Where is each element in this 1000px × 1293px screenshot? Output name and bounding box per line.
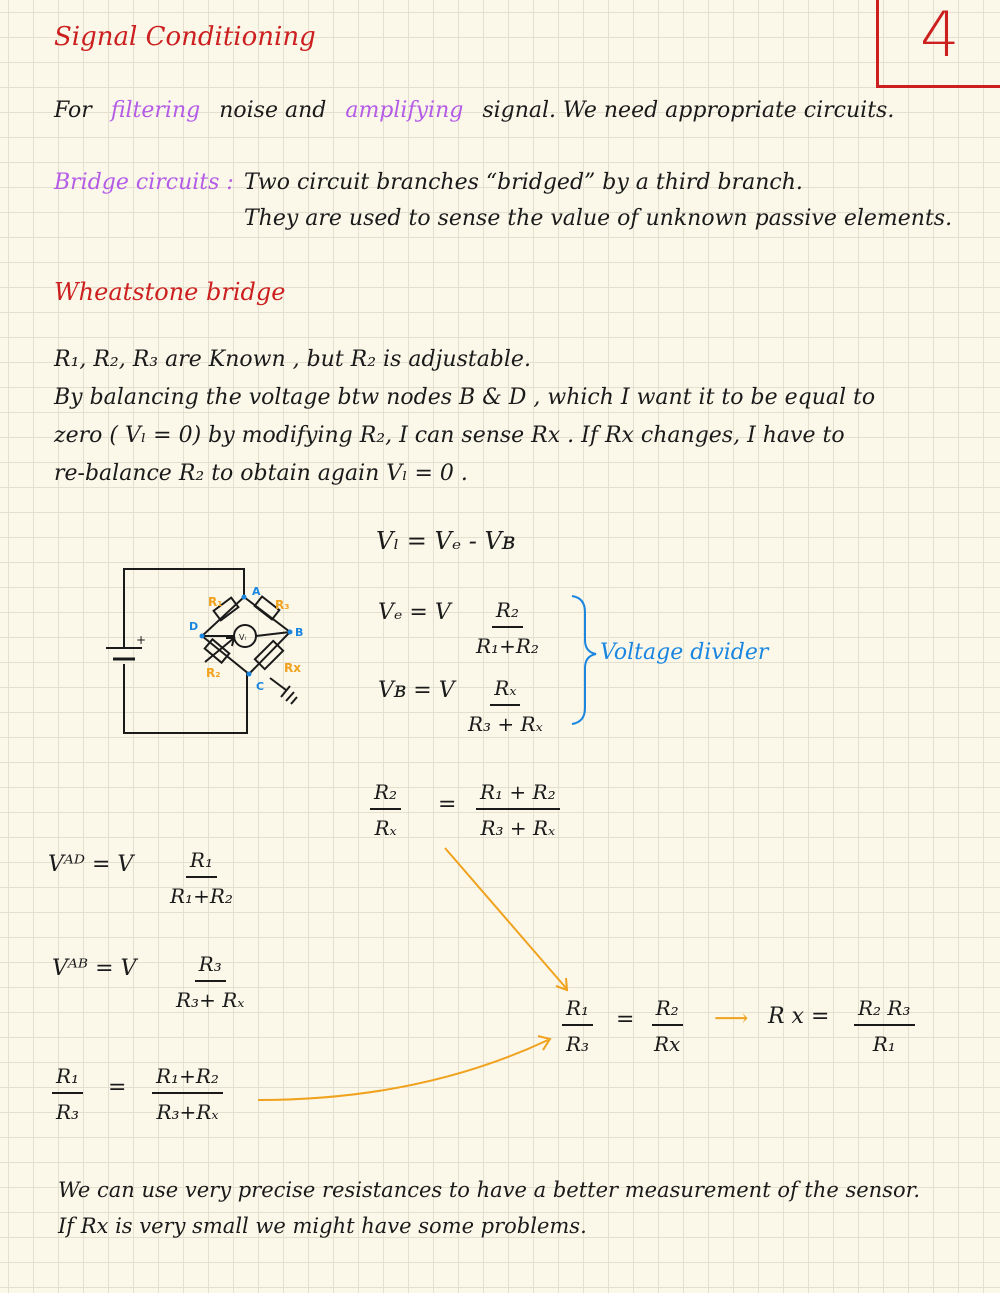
wheatstone-p1: R₁, R₂, R₃ are Known , but R₂ is adjustable.	[54, 347, 531, 372]
eq-vb-denominator: R₃ + Rₓ	[468, 712, 543, 736]
wheatstone-heading: Wheatstone bridge	[54, 278, 286, 306]
page-title: Signal Conditioning	[54, 22, 316, 52]
ground-line-3	[291, 697, 297, 704]
r2-label: R₂	[206, 666, 221, 680]
bridge-line-1: Two circuit branches “bridged” by a third branch.	[244, 170, 803, 195]
intro-amplifying: amplifying	[345, 98, 464, 123]
result-arrow: ⟶	[714, 1004, 749, 1032]
eq-vb-lhs: Vʙ = V	[378, 678, 455, 703]
ratio-left-num: R₂	[370, 780, 401, 810]
ratio-right-num: R₁ + R₂	[476, 780, 560, 810]
eq-vd-numerator: R₂	[492, 598, 523, 628]
node-c-dot	[247, 672, 252, 677]
r13-right-num: R₁+R₂	[152, 1064, 223, 1094]
arrow-ratio-to-result	[445, 848, 566, 988]
result-mid-den: Rx	[654, 1032, 681, 1056]
eq-vab-denominator: R₃+ Rₓ	[176, 988, 245, 1012]
conclusion-line-1: We can use very precise resistances to have a better measurement of the sensor.	[58, 1178, 921, 1202]
intro-text-3: signal. We need appropriate circuits.	[482, 98, 895, 123]
node-d-dot	[200, 634, 205, 639]
node-c-label: C	[256, 680, 265, 693]
eq-vad-fraction	[166, 848, 237, 908]
node-b-dot	[288, 630, 293, 635]
eq-vab-numerator: R₃	[195, 952, 226, 982]
wheatstone-p4: re-balance R₂ to obtain again Vₗ = 0 .	[54, 461, 468, 486]
conclusion-line-2: If Rx is very small we might have some problems.	[58, 1214, 587, 1238]
result-final-den: R₁	[872, 1032, 896, 1056]
arrow-r13-to-result	[258, 1040, 548, 1100]
node-a-dot	[242, 595, 247, 600]
ratio-left-fraction	[370, 780, 401, 840]
result-left-num: R₁	[562, 996, 593, 1026]
eq-vg: Vₗ = Vₑ - Vʙ	[376, 527, 516, 555]
rx-label: Rx	[284, 661, 301, 675]
page-number: 4	[920, 0, 960, 71]
eq-vb-fraction	[464, 676, 547, 736]
battery-plus: +	[136, 633, 147, 647]
intro-text-2: noise and	[219, 98, 327, 123]
ratio-left-den: Rₓ	[374, 816, 397, 840]
galvanometer-wire-right	[256, 632, 290, 636]
eq-vad-lhs: Vᴬᴰ = V	[48, 852, 134, 877]
eq-vab-fraction	[172, 952, 248, 1012]
ground-wire	[270, 678, 286, 690]
divider-label: Voltage divider	[600, 640, 769, 665]
r13-equals: =	[108, 1075, 127, 1100]
r13-left-fraction	[52, 1064, 83, 1124]
result-final-num: R₂ R₃	[854, 996, 915, 1026]
r13-left-num: R₁	[52, 1064, 83, 1094]
eq-vad-denominator: R₁+R₂	[170, 884, 233, 908]
r3-label: R₃	[275, 598, 290, 612]
ratio-equals: =	[438, 792, 457, 817]
eq-vad-numerator: R₁	[186, 848, 217, 878]
eq-vd-lhs: Vₑ = V	[378, 600, 451, 625]
eq-vd-fraction	[472, 598, 543, 658]
galvanometer-label: Vₗ	[239, 633, 246, 642]
result-left-fraction	[562, 996, 593, 1056]
result-rx-eq: R x =	[768, 1004, 830, 1029]
result-equals-1: =	[616, 1007, 635, 1032]
node-a-label: A	[252, 585, 261, 598]
intro-filtering: filtering	[110, 98, 201, 123]
result-mid-fraction	[650, 996, 684, 1056]
ground-line-2	[286, 692, 294, 701]
r1-label: R₁	[208, 595, 223, 609]
ratio-right-fraction	[476, 780, 560, 840]
eq-vb-numerator: Rₓ	[490, 676, 520, 706]
r13-right-fraction	[152, 1064, 223, 1124]
bridge-line-2: They are used to sense the value of unknown passive elements.	[244, 206, 953, 231]
result-left-den: R₃	[566, 1032, 590, 1056]
node-b-label: B	[295, 626, 304, 639]
divider-brace	[572, 596, 596, 724]
result-mid-num: R₂	[652, 996, 683, 1026]
wheatstone-p2: By balancing the voltage btw nodes B & D , which I want it to be equal to	[54, 385, 876, 410]
node-d-label: D	[189, 620, 199, 633]
result-final-fraction	[854, 996, 915, 1056]
intro-text-1: For	[54, 98, 92, 123]
eq-vd-denominator: R₁+R₂	[476, 634, 539, 658]
bridge-label: Bridge circuits :	[54, 170, 234, 195]
wheatstone-p3: zero ( Vₗ = 0) by modifying R₂, I can sense Rx . If Rx changes, I have to	[54, 423, 845, 448]
r13-right-den: R₃+Rₓ	[156, 1100, 219, 1124]
eq-vab-lhs: Vᴬᴮ = V	[52, 956, 137, 981]
ratio-right-den: R₃ + Rₓ	[480, 816, 556, 840]
wire-bottom	[124, 664, 247, 733]
r13-left-den: R₃	[56, 1100, 80, 1124]
